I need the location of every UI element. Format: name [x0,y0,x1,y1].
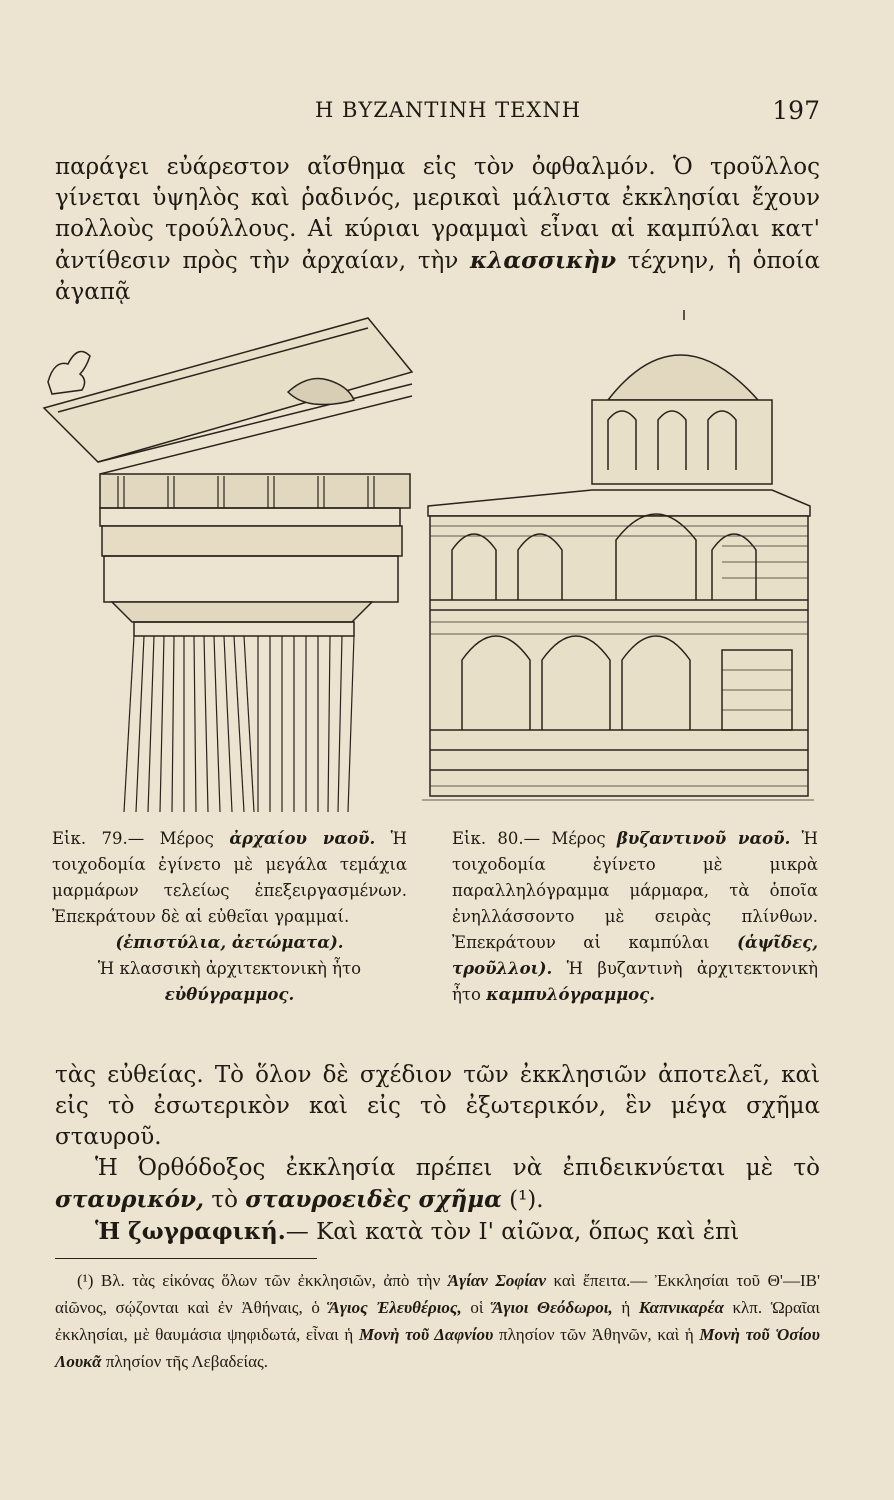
figure-ancient-temple-illustration [38,312,414,818]
footnote-marker: (¹) [77,1271,94,1290]
running-header [55,96,820,126]
paragraph-text: παράγει εὐάρεστον αἴσθημα εἰς τὸν ὀφθαλμόν. Ὁ τροῦλλος γίνεται ὑψηλὸς καὶ ῥαδινός, μερικαὶ μάλιστα ἐκκλησίαι ἔχουν πολλοὺς τρούλλους. Αἱ κύριαι γραμμαὶ εἶναι αἱ καμπύλαι κατ' ἀντίθεσιν πρὸς τὴν ἀρχαίαν, τὴν [55,154,820,274]
footnote-emphasis: Ἅγιος Ἐλευθέριος, [328,1298,462,1317]
running-title: Η ΒΥΖΑΝΤΙΝΗ ΤΕΧΝΗ [315,98,582,122]
figure-byzantine-church-illustration [422,310,814,806]
body-paragraph-bottom [55,1060,820,1248]
footnote [55,1267,820,1375]
caption-text: Ἡ κλασσικὴ ἀρχιτεκτονικὴ ἦτο [97,959,362,978]
caption-parenthetical: (ἐπιστύλια, ἀετώματα). [115,933,344,952]
paragraph-text: — Καὶ κατὰ τὸν Ι' αἰῶνα, ὅπως καὶ ἐπὶ [285,1219,740,1245]
emphasis-classical: κλασσικὴν [470,247,617,274]
paragraph-text: τὸ [204,1187,246,1213]
footnote-text: πλησίον τῆς Λεβαδείας. [101,1352,268,1371]
footnote-ref: (¹). [501,1187,544,1213]
paragraph-text: Ἡ Ὀρθόδοξος ἐκκλησία πρέπει νὰ ἐπιδεικνύεται μὲ τὸ [95,1155,820,1181]
body-paragraph-top [55,152,820,308]
paragraph-text: τὰς εὐθείας. Τὸ ὅλον δὲ σχέδιον τῶν ἐκκλησιῶν ἀποτελεῖ, καὶ εἰς τὸ ἐσωτερικὸν καὶ εἰς τὸ ἐξωτερικόν, ἓν μέγα σχῆμα σταυροῦ. [55,1062,820,1150]
footnote-text: πλησίον τῶν Ἀθηνῶν, καὶ ἡ [493,1325,700,1344]
caption-text: Ἡ τοιχοδομία ἐγίνετο μὲ μεγάλα τεμάχια μαρμάρων τελείως ἐπεξειργασμένων. Ἐπεκράτουν δὲ αἱ εὐθεῖαι γραμμαί. [52,829,408,926]
caption-parenthetical: (ἁψῖδες, τροῦλλοι). [452,933,818,978]
footnote-divider [55,1258,317,1259]
footnote-text: ἡ [612,1298,639,1317]
page-number: 197 [772,96,820,125]
footnote-emphasis: Μονὴ τοῦ Δαφνίου [358,1325,494,1344]
caption-text: Ἡ βυζαντινὴ ἀρχιτεκτονικὴ ἦτο [452,959,818,1004]
footnote-text: κλπ. Ὡραῖαι ἐκκλησίαι, μὲ θαυμάσια ψηφιδωτά, εἶναι ἡ [55,1298,820,1344]
footnote-text: Βλ. τὰς εἰκόνας ὅλων τῶν ἐκκλησιῶν, ἀπὸ τὴν [93,1271,448,1290]
emphasis-cruciform: σταυρικόν, [55,1186,205,1213]
doric-column-fluting [124,636,354,812]
figure-80-caption [452,826,818,1008]
footnote-text: οἱ [461,1298,493,1317]
footnote-emphasis: Ἁγίαν Σοφίαν [447,1271,546,1290]
section-heading-painting: Ἡ ζωγραφική. [95,1218,286,1245]
footnote-emphasis: Μονὴ τοῦ Ὁσίου Λουκᾶ [55,1325,821,1371]
byzantine-church-drawing [422,310,814,806]
figure-79-caption [52,826,407,1008]
caption-emphasis: καμπυλόγραμμος. [486,985,655,1004]
footnote-emphasis: Καπνικαρέα [638,1298,724,1317]
caption-emphasis: βυζαντινοῦ ναοῦ. [616,829,791,848]
emphasis-cross-shape: σταυροειδὲς σχῆμα [245,1186,502,1213]
caption-emphasis: εὐθύγραμμος. [164,985,295,1004]
ancient-temple-drawing [38,312,414,818]
footnote-emphasis: Ἅγιοι Θεόδωροι, [492,1298,613,1317]
caption-emphasis: ἀρχαίου ναοῦ. [229,829,376,848]
footnote-text: καὶ ἔπειτα.— Ἐκκλησίαι τοῦ Θ'—ΙΒ' αἰῶνος, σῴζονται καὶ ἐν Ἀθήναις, ὁ [55,1271,821,1317]
caption-label: Εἰκ. 79.— Μέρος [52,829,230,848]
caption-label: Εἰκ. 80.— Μέρος [452,829,617,848]
paragraph-text: τέχνην, ἡ ὁποία ἀγαπᾷ [55,248,820,305]
caption-text: Ἡ τοιχοδομία ἐγίνετο μὲ μικρὰ παραλληλόγραμμα μάρμαρα, τὰ ὁποῖα ἐνηλλάσσοντο μὲ σειρὰς πλίνθων. Ἐπεκράτουν αἱ καμπύλαι [452,829,818,952]
